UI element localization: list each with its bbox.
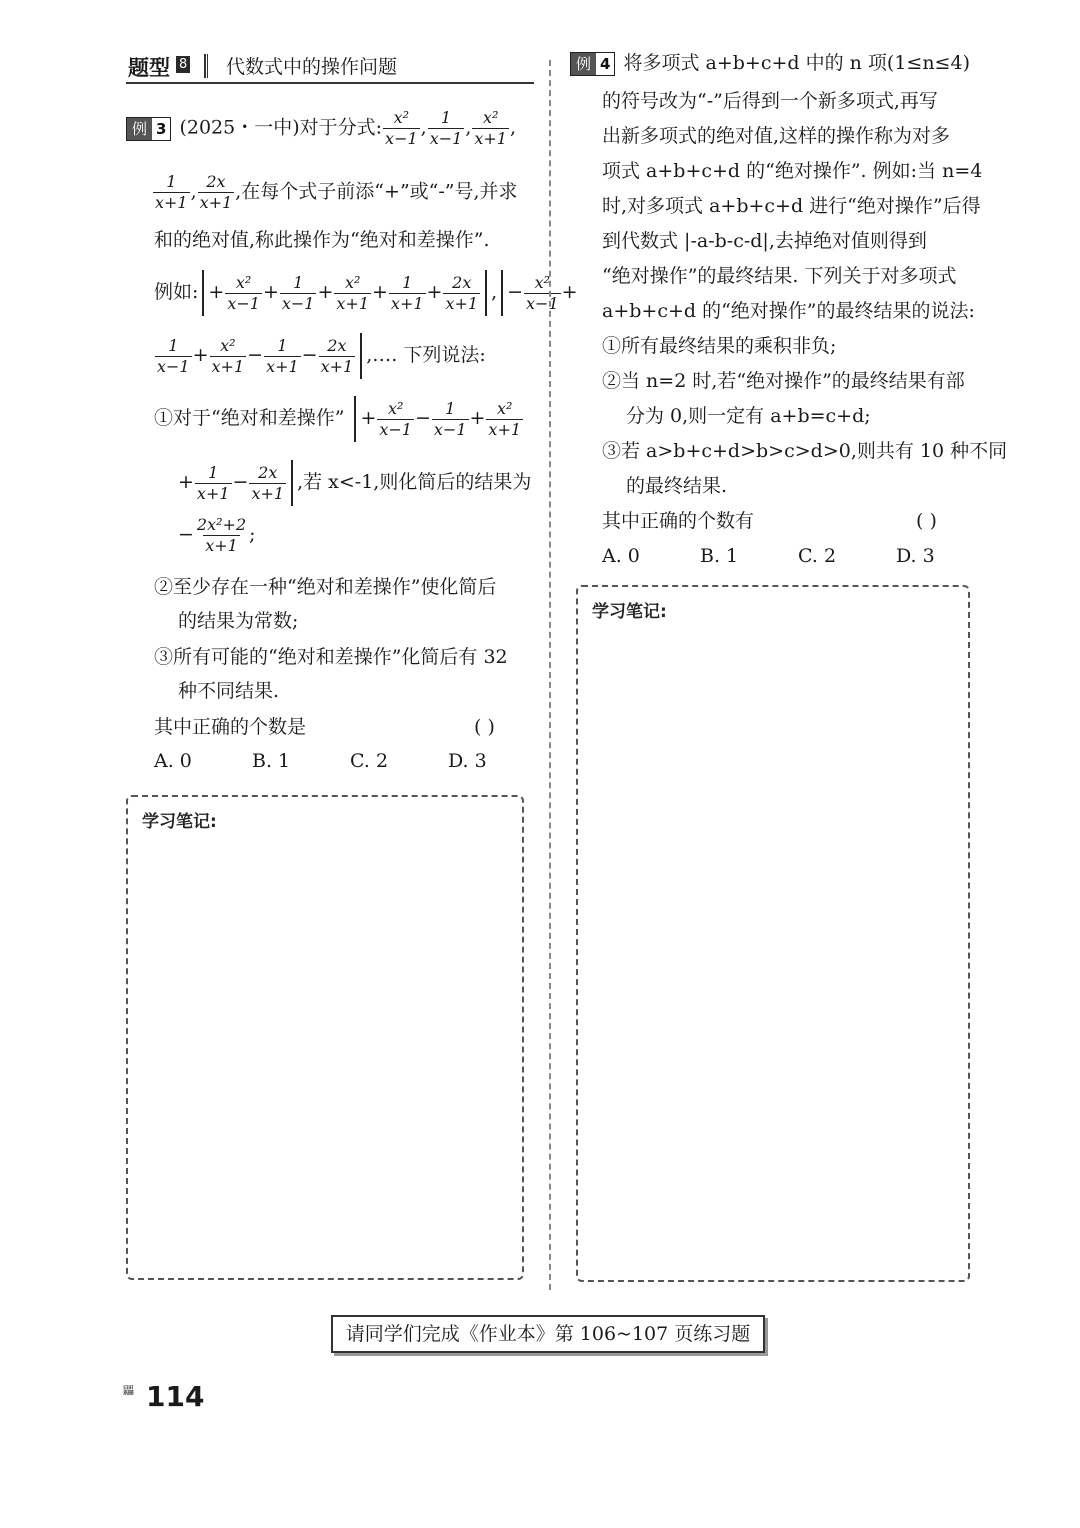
ex4-statement-3-cont: 的最终结果.	[626, 475, 728, 497]
ex3-line-2: $\frac{1}{x+1}$ , $\frac{2x}{x+1}$ ,在每个式子前添“+”或“-”号,并求	[155, 172, 518, 212]
ex4-line-5: 时,对多项式 a+b+c+d 进行“绝对操作”后得	[602, 195, 981, 217]
section-title: 代数式中的操作问题	[226, 56, 398, 78]
ex3-example-line-2: $\frac{1}{x-1}$ + $\frac{\text{x²}}{x+1}$ − $\frac{1}{x+1}$ − $\frac{2x}{x+1}$ ,…. 下列说法:	[154, 333, 486, 379]
ex3-option-b[interactable]: B. 1	[252, 750, 291, 772]
notes-title-right: 学习笔记:	[592, 602, 667, 622]
page-number: 114	[146, 1380, 205, 1413]
ex3-option-d[interactable]: D. 3	[448, 750, 487, 772]
ex3-example-line: 例如: + $\frac{\text{x²}}{x-1}$ + $\frac{1}{x-1}$ + $\frac{\text{x²}}{x+1}$ + $\frac{1}{x+1}$ + $\frac{2x}{x+1}$ , − $\frac{\text{x²}}{x-1}$ +	[154, 270, 578, 316]
notes-title-left: 学习笔记:	[142, 812, 217, 832]
category-label: 题型	[128, 56, 170, 80]
ex3-label: 例 3	[126, 117, 171, 141]
column-divider	[549, 60, 551, 1290]
homework-reminder: 请同学们完成《作业本》第 106~107 页练习题	[331, 1315, 765, 1353]
ex4-option-c[interactable]: C. 2	[798, 545, 837, 567]
header-divider	[204, 54, 208, 78]
ex3-statement-1: ①对于“绝对和差操作” + $\frac{\text{x²}}{x-1}$ − $\frac{1}{x-1}$ + $\frac{\text{x²}}{x+1}$	[154, 396, 524, 442]
section-header	[126, 48, 534, 84]
ex3-statement-1-result: − $\frac{\text{2x²+2}}{x+1}$ ;	[178, 515, 256, 555]
ex3-statement-2: ②至少存在一种“绝对和差操作”使化简后	[154, 576, 497, 598]
ex3-statement-3-cont: 种不同结果.	[178, 680, 280, 702]
ex4-line-3: 出新多项式的绝对值,这样的操作称为对多	[602, 125, 951, 147]
ex3-line2-text: ,在每个式子前添“+”或“-”号,并求	[235, 180, 518, 203]
ex4-option-d[interactable]: D. 3	[896, 545, 935, 567]
ex3-intro: 对于分式:	[299, 116, 383, 139]
ex4-statement-1: ①所有最终结果的乘积非负;	[602, 335, 837, 357]
study-notes-box-right[interactable]	[576, 585, 970, 1282]
ex4-line-4: 项式 a+b+c+d 的“绝对操作”. 例如:当 n=4	[602, 160, 983, 182]
ex4-options	[602, 541, 994, 571]
ex4-line-6: 到代数式 |-a-b-c-d|,去掉绝对值则得到	[602, 230, 927, 252]
ex4-option-a[interactable]: A. 0	[602, 545, 640, 567]
ex4-question: 其中正确的个数有	[602, 510, 755, 532]
ex3-answer-paren: ( )	[474, 716, 495, 738]
ex3-statement-1-cont: + $\frac{1}{x+1}$ − $\frac{2x}{x+1}$ ,若 x<-1,则化简后的结果为	[178, 460, 531, 506]
ex3-option-a[interactable]: A. 0	[154, 750, 192, 772]
ex4-statement-2-cont: 分为 0,则一定有 a+b=c+d;	[626, 405, 871, 427]
ex3-options	[154, 746, 546, 776]
ex3-option-c[interactable]: C. 2	[350, 750, 389, 772]
ex4-statement-2: ②当 n=2 时,若“绝对操作”的最终结果有部	[602, 370, 965, 392]
ex3-question: 其中正确的个数是	[154, 716, 307, 738]
ex4-line-7: “绝对操作”的最终结果. 下列关于对多项式	[602, 265, 957, 287]
ex4-line-1: 例 4 将多项式 a+b+c+d 中的 n 项(1≤n≤4)	[570, 48, 970, 78]
ex3-source: (2025・一中)	[179, 116, 300, 139]
ex3-examples-suffix: ,…. 下列说法:	[366, 344, 486, 366]
ex4-line-2: 的符号改为“-”后得到一个新多项式,再写	[602, 90, 938, 112]
ex4-line-8: a+b+c+d 的“绝对操作”的最终结果的说法:	[602, 300, 975, 322]
ex4-statement-3: ③若 a>b+c+d>b>c>d>0,则共有 10 种不同	[602, 440, 1008, 462]
ex3-example-prefix: 例如:	[154, 281, 199, 303]
ex4-option-b[interactable]: B. 1	[700, 545, 739, 567]
category-number: 8	[176, 56, 190, 73]
ex4-label: 例 4	[570, 52, 615, 76]
ex3-statement-2-cont: 的结果为常数;	[178, 610, 299, 632]
ex4-answer-paren: ( )	[916, 510, 937, 532]
ex3-line-1: 例 3 (2025・一中)对于分式: $\frac{\text{x²}}{x-1}$ , $\frac{1}{x-1}$ , $\frac{\text{x²}}{x+1}$ ,	[126, 108, 516, 149]
study-notes-box-left[interactable]	[126, 795, 524, 1280]
ex3-statement-3: ③所有可能的“绝对和差操作”化简后有 32	[154, 646, 508, 668]
side-mark: 鼺	[123, 1384, 134, 1397]
ex3-line-3: 和的绝对值,称此操作为“绝对和差操作”.	[154, 229, 490, 251]
